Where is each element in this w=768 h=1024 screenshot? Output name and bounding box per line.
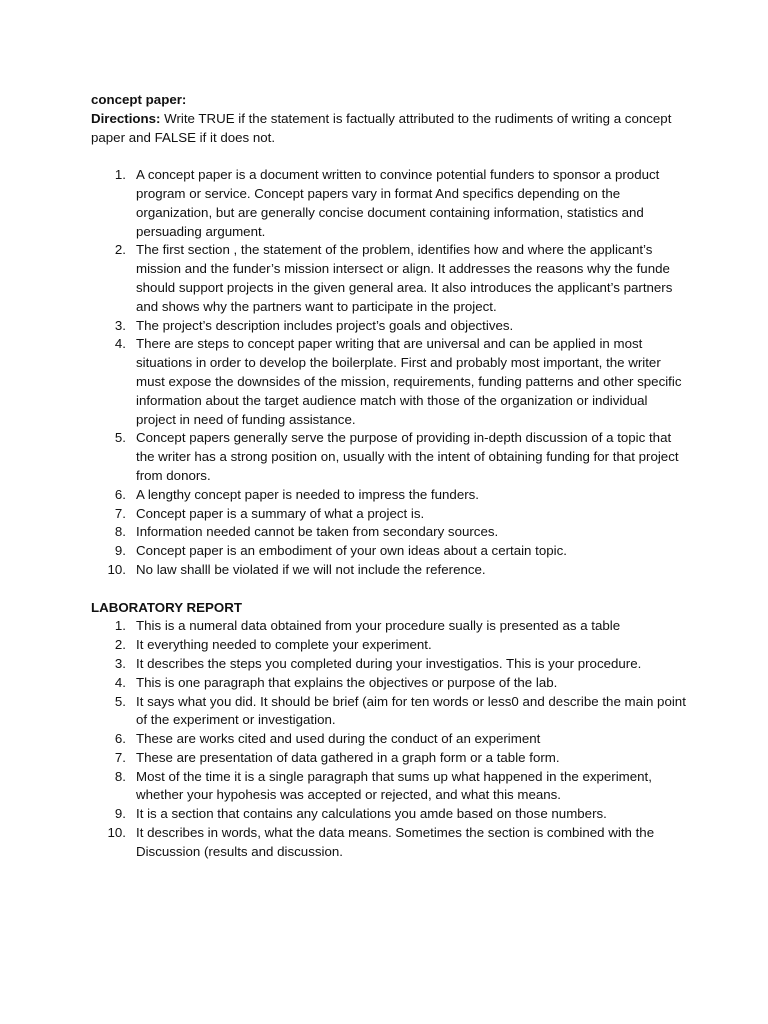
item-number: 7.	[114, 749, 126, 765]
item-number: 9.	[114, 543, 126, 559]
item-text: Concept papers generally serve the purpose of providing in-depth discussion of a topic that the writer has a strong position on, usually with the intent of obtaining funding for that project from donors.	[136, 430, 679, 483]
list-item	[91, 730, 691, 749]
item-text: This is one paragraph that explains the objectives or purpose of the lab.	[136, 674, 558, 690]
list-item	[91, 617, 691, 636]
lab-report-list	[91, 617, 691, 861]
item-text: A concept paper is a document written to convince potential funders to sponsor a product program or service. Concept papers vary in format And specifics depending on the organization, but are generally concise document containing information, statistics and persuading argument.	[136, 167, 660, 239]
item-number: 4.	[114, 674, 126, 690]
item-text: A lengthy concept paper is needed to impress the funders.	[136, 486, 479, 502]
item-text: It everything needed to complete your experiment.	[136, 637, 432, 653]
list-item	[91, 542, 691, 561]
item-number: 10.	[107, 825, 126, 841]
item-number: 5.	[114, 430, 126, 446]
item-number: 4.	[114, 336, 126, 352]
list-item	[91, 317, 691, 336]
list-item	[91, 636, 691, 655]
item-number: 6.	[114, 486, 126, 502]
item-number: 3.	[114, 317, 126, 333]
item-number: 9.	[114, 806, 126, 822]
lab-report-heading: LABORATORY REPORT	[91, 599, 242, 615]
item-number: 1.	[114, 167, 126, 183]
list-item	[91, 768, 691, 806]
document-page	[91, 91, 691, 862]
item-number: 1.	[114, 618, 126, 634]
item-number: 5.	[114, 693, 126, 709]
item-text: The project’s description includes project’s goals and objectives.	[136, 317, 514, 333]
item-text: It says what you did. It should be brief (aim for ten words or less0 and describe the main point of the experiment or investigation.	[136, 693, 686, 728]
item-number: 8.	[114, 768, 126, 784]
lab-report-section	[91, 599, 691, 862]
item-text: There are steps to concept paper writing that are universal and can be applied in most situations in order to develop the boilerplate. First and probably most important, the writer must expose the downsides of the mission, requirements, funding patterns and other specific information about the target audience match with those of the organization or individual project in need of funding assistance.	[136, 336, 682, 427]
item-text: It describes in words, what the data means. Sometimes the section is combined with the Discussion (results and discussion.	[136, 825, 655, 859]
item-text: It describes the steps you completed during your investigatios. This is your procedure.	[136, 655, 642, 671]
item-number: 2.	[114, 637, 126, 653]
list-item	[91, 824, 691, 862]
list-item	[91, 655, 691, 674]
item-text: Concept paper is an embodiment of your own ideas about a certain topic.	[136, 543, 567, 559]
directions-text: Write TRUE if the statement is factually attributed to the rudiments of writing a concept paper and FALSE if it does not.	[91, 110, 672, 145]
item-text: It is a section that contains any calculations you amde based on those numbers.	[136, 806, 607, 822]
concept-heading: concept paper:	[91, 92, 187, 107]
list-item	[91, 523, 691, 542]
list-item	[91, 241, 691, 316]
list-item	[91, 749, 691, 768]
item-number: 6.	[114, 731, 126, 747]
item-number: 7.	[114, 505, 126, 521]
directions-paragraph	[91, 110, 691, 148]
list-item	[91, 335, 691, 429]
item-number: 8.	[114, 524, 126, 540]
item-text: Concept paper is a summary of what a project is.	[136, 505, 425, 521]
item-number: 3.	[114, 655, 126, 671]
list-item	[91, 166, 691, 241]
item-text: These are presentation of data gathered in a graph form or a table form.	[136, 749, 560, 765]
item-text: Information needed cannot be taken from secondary sources.	[136, 524, 499, 540]
list-item	[91, 505, 691, 524]
item-text: Most of the time it is a single paragraph that sums up what happened in the experiment, whether your hypohesis was accepted or rejected, and what this means.	[136, 768, 652, 803]
item-number: 10.	[107, 561, 126, 577]
item-text: The first section , the statement of the problem, identifies how and where the applicant’s mission and the funder’s mission intersect or align. It addresses the reasons why the funde should support projects in the given general area. It also introduces the applicant’s partners and shows why the partners want to participate in the project.	[136, 242, 673, 314]
item-number: 2.	[114, 242, 126, 258]
item-text: These are works cited and used during the conduct of an experiment	[136, 731, 541, 747]
list-item	[91, 561, 691, 580]
list-item	[91, 429, 691, 485]
list-item	[91, 486, 691, 505]
concept-list	[91, 166, 691, 580]
item-text: This is a numeral data obtained from your procedure sually is presented as a table	[136, 618, 621, 634]
directions-label: Directions:	[91, 110, 161, 126]
list-item	[91, 693, 691, 731]
list-item	[91, 805, 691, 824]
list-item	[91, 674, 691, 693]
item-text: No law shalll be violated if we will not include the reference.	[136, 561, 486, 577]
